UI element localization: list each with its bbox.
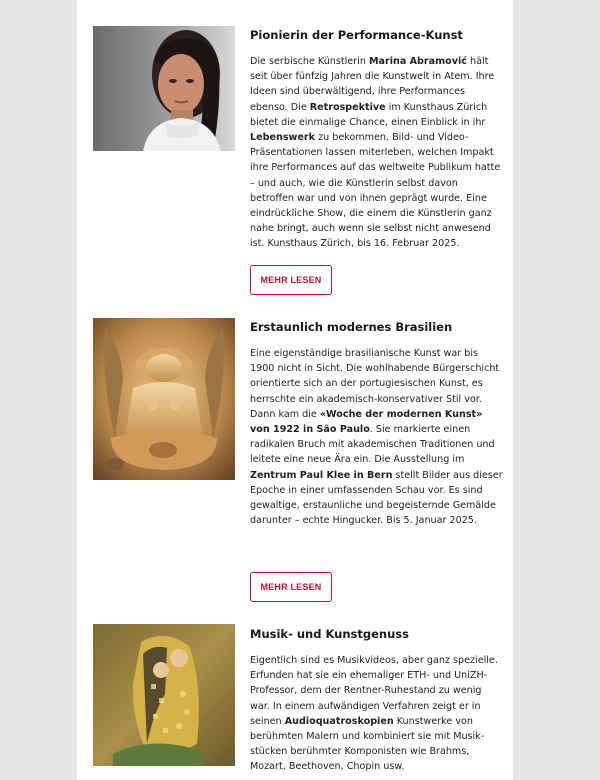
read-more-button[interactable]: MEHR LESEN bbox=[250, 572, 332, 602]
text-segment: . Sie markierte einen radikalen Bruch mit akademischen Traditionen und leitete eine neue Ära ein. Die Ausstellung im bbox=[250, 424, 495, 466]
highlight-text: «Woche der modernen Kunst» von 1922 in São Paulo bbox=[250, 408, 483, 436]
highlight-text: Lebenswerk bbox=[250, 132, 316, 144]
article-title: Musik- und Kunstgenuss bbox=[250, 627, 409, 641]
article-body bbox=[250, 54, 503, 252]
article-body bbox=[250, 653, 503, 775]
highlight-text: Zentrum Paul Klee in Bern bbox=[250, 469, 393, 481]
article-title: Erstaunlich modernes Brasilien bbox=[250, 320, 453, 334]
text-segment: Kunstwerke von berühmten Malern und kombiniert sie mit Musik-stücken berühmter Komponisten wie Brahms, Mozart, Beethoven, Chopin usw. bbox=[250, 715, 485, 773]
article-body bbox=[250, 346, 503, 528]
text-segment: stellt Bilder aus dieser Epoche in einer umfassenden Schau vor. Es sind gewaltige, erstaunliche und begeisternde Gemälde darunter – echte Hingucker. Bis 5. Januar 2025. bbox=[250, 469, 503, 527]
text-segment: Eine eigenständige brasilianische Kunst war bis 1900 nicht in Sicht. Die wohlhabende Bürgerschicht orientierte sich an der portugiesischen Kunst, es herrschte ein akademisch-konservativer Stil vor. Dann kam die bbox=[250, 348, 500, 420]
text-segment: im Kunsthaus Zürich bietet die einmalige Chance, einen Einblick in ihr bbox=[250, 101, 488, 128]
text-segment: hält seit über fünfzig Jahren die Kunstwelt in Atem. Ihre Ideen sind überwältigend, ihre Performances ebenso. Die bbox=[250, 56, 495, 113]
text-segment: zu bekommen. Bild- und Video-Präsentationen lassen miterleben, welchen Impakt ihre Performances auf das weltweite Publikum hatte – und auch, wie die Künstlerin selbst davon betroffen war und von ihnen geprägt wurde. Eine eindrückliche Show, die einem die Künstlerin ganz nahe bringt, auch wenn sie selbst nicht anwesend ist. Kunsthaus Zürich, bis 16. Februar 2025. bbox=[250, 132, 501, 250]
article-image-portrait[interactable] bbox=[93, 26, 235, 151]
article-image-klimt[interactable] bbox=[93, 624, 235, 766]
newsletter-panel bbox=[77, 0, 513, 780]
text-segment: Die serbische Künstlerin bbox=[250, 56, 369, 67]
article-image-painting[interactable] bbox=[93, 318, 235, 480]
highlight-text: Marina Abramović bbox=[368, 56, 467, 67]
highlight-text: Retrospektive bbox=[309, 101, 386, 113]
article-title: Pionierin der Performance-Kunst bbox=[250, 28, 463, 42]
highlight-text: Audioquatroskopien bbox=[284, 715, 394, 727]
text-segment: Eigentlich sind es Musikvideos, aber ganz spezielle. Erfunden hat sie ein ehemaliger ETH- und UniZH-Professor, dem der Rentner-Ruhestand zu wenig war. In einem aufwändigen Verfahren zeigt er in seinen bbox=[250, 655, 498, 727]
read-more-button[interactable]: MEHR LESEN bbox=[250, 265, 332, 295]
